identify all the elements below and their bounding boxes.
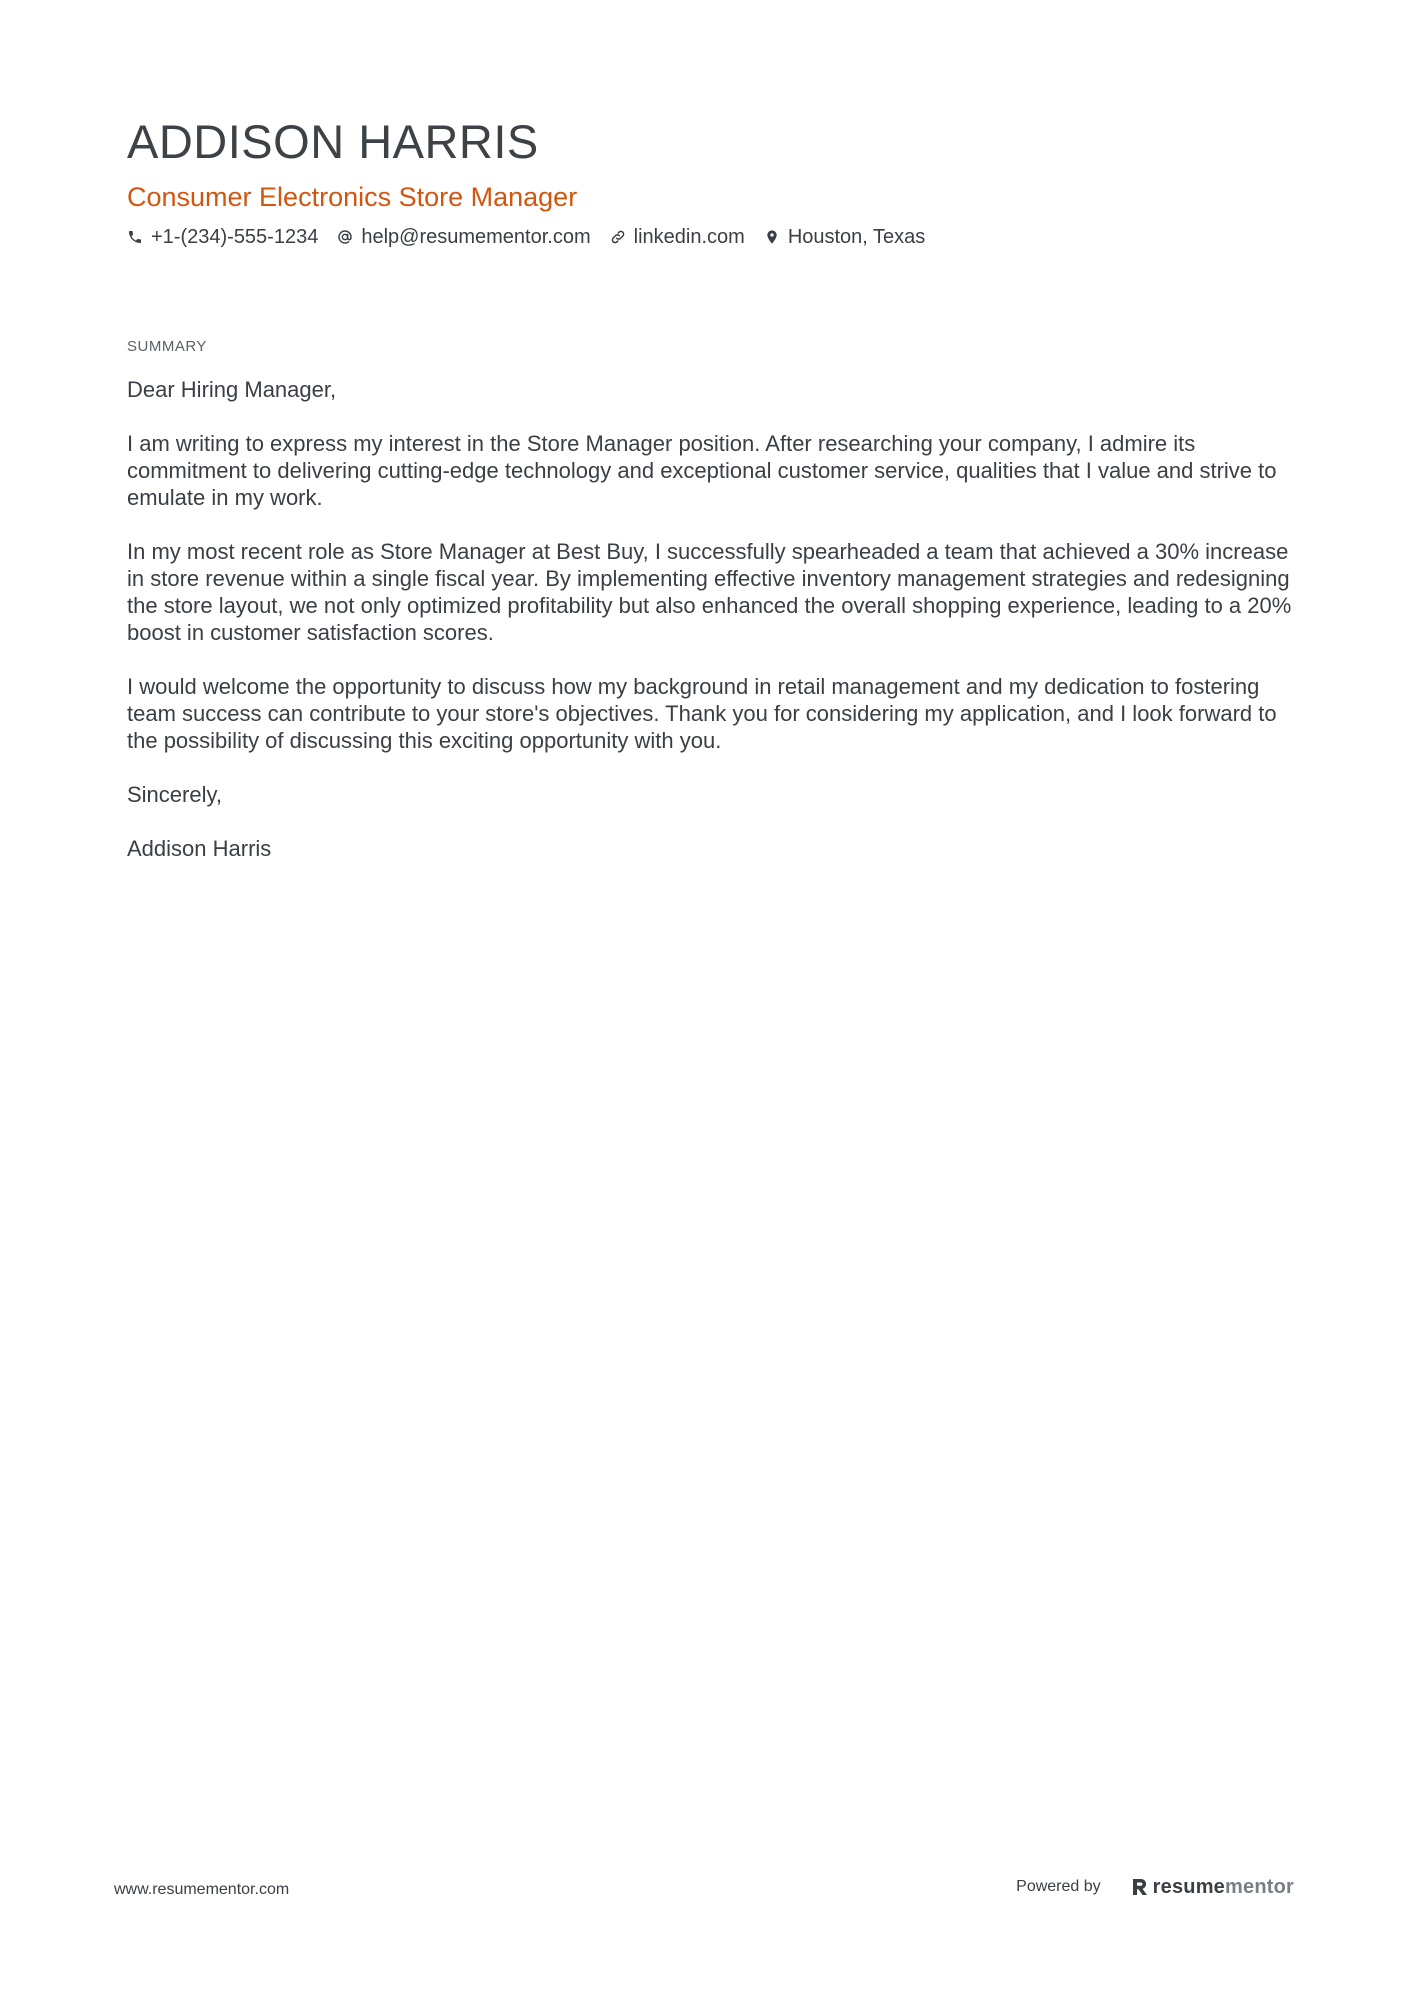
resumementor-logo[interactable] — [1131, 1877, 1294, 1897]
powered-by-text: Powered by — [1016, 1878, 1101, 1895]
resumementor-logo-icon — [1131, 1877, 1149, 1897]
signature-name: Addison Harris — [127, 836, 272, 861]
location-pin-icon — [764, 229, 780, 245]
phone-text: +1-(234)-555-1234 — [151, 226, 319, 248]
header — [127, 112, 1287, 250]
sign-off: Sincerely, — [127, 782, 222, 807]
paragraph-intro: I am writing to express my interest in the Store Manager position. After researching your company, I admire its commitment to delivering cutting-edge technology and exceptional customer service, qualities that I value and strive to emulate in my work. — [127, 431, 1277, 510]
contact-location — [764, 224, 926, 250]
section-heading: SUMMARY — [127, 338, 207, 355]
footer-branding — [1016, 1877, 1294, 1897]
cover-letter-body — [127, 376, 1292, 862]
paragraph-closing: I would welcome the opportunity to discuss how my background in retail management and my dedication to fostering team success can contribute to your store's objectives. Thank you for considering my application, and I look forward to the possibility of discussing this exciting opportunity with you. — [127, 674, 1277, 753]
at-icon — [337, 229, 353, 245]
footer-website[interactable]: www.resumementor.com — [114, 1881, 290, 1898]
greeting: Dear Hiring Manager, — [127, 377, 337, 402]
website-text: linkedin.com — [633, 226, 745, 248]
contact-website[interactable] — [610, 224, 745, 250]
contact-row — [127, 224, 1287, 250]
candidate-name: ADDISON HARRIS — [127, 115, 539, 168]
link-icon — [610, 229, 626, 245]
logo-text-resume: resume — [1152, 1876, 1226, 1898]
contact-phone[interactable] — [127, 224, 318, 250]
location-text: Houston, Texas — [787, 226, 926, 248]
contact-email[interactable] — [337, 224, 590, 250]
email-text: help@resumementor.com — [361, 226, 591, 248]
paragraph-experience: In my most recent role as Store Manager at Best Buy, I successfully spearheaded a team that achieved a 30% increase in store revenue within a single fiscal year. By implementing effective inventory management strategies and redesigning the store layout, we not only optimized profitability but also enhanced the overall shopping experience, leading to a 20% boost in customer satisfaction scores. — [127, 539, 1292, 645]
job-title: Consumer Electronics Store Manager — [127, 182, 578, 212]
logo-text-mentor: mentor — [1225, 1876, 1294, 1898]
phone-icon — [127, 229, 143, 245]
summary-section — [127, 338, 1292, 889]
